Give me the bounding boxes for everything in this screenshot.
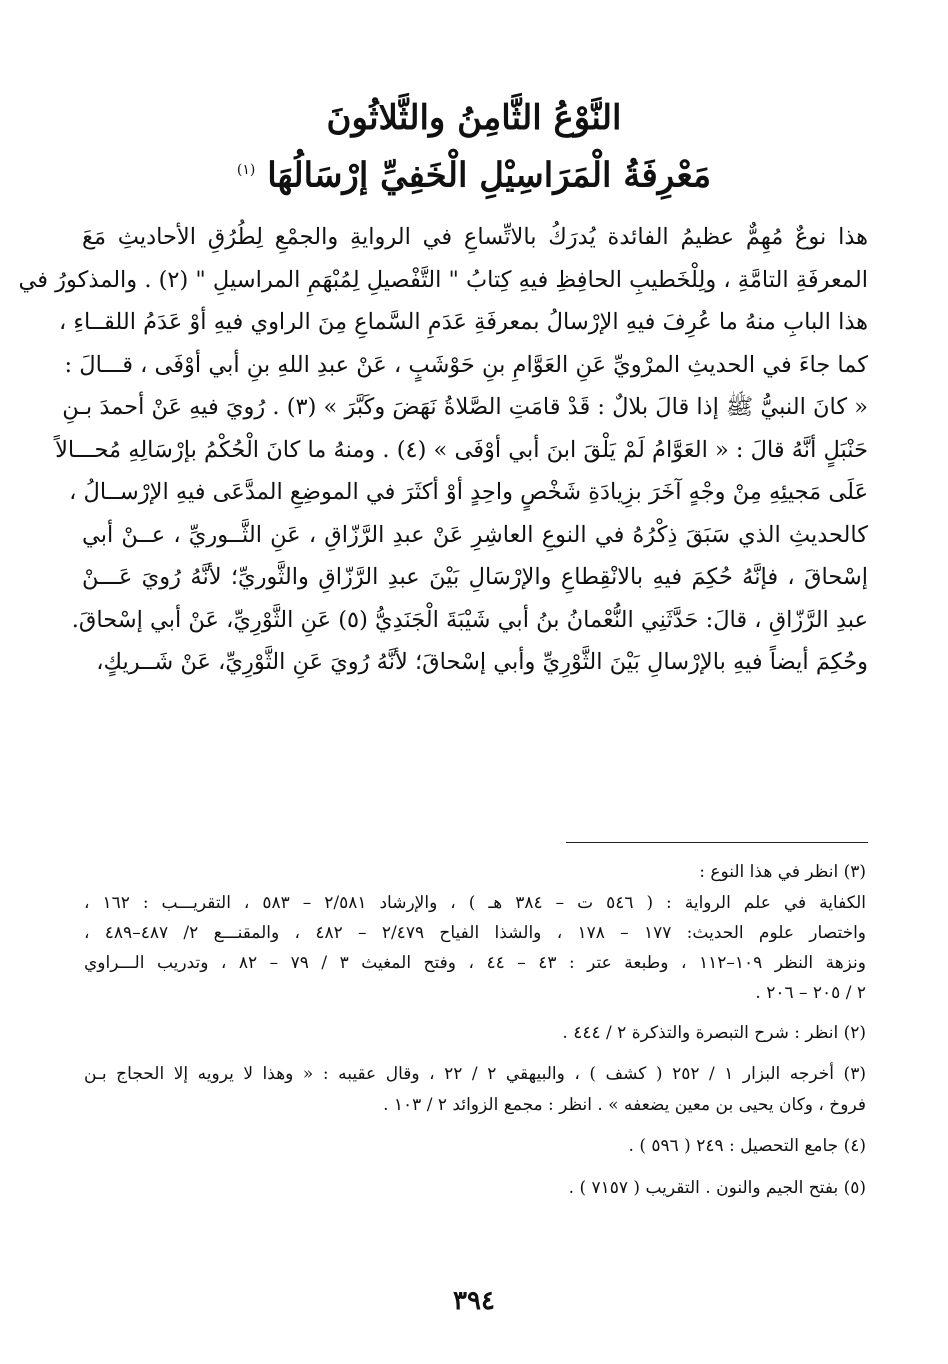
text-line: عبدِ الرَّزّاقِ ، قالَ: حَدَّثَنِي النُّعْمانُ بنُ أبي شَيْبَةَ الْجَنَدِيُّ (٥) عَنِ الثَّوْرِيِّ، عَنْ أبي إسْحاقَ.: [71, 606, 868, 633]
text-line: حَنْبَلٍ أنَّهُ قالَ : « العَوَّامُ لَمْ يَلْقَ ابنَ أبي أوْفَى » (٤) . ومنهُ ما كانَ الْحُكْمُ بإرْسَالِهِ مُحـــالاً: [55, 436, 868, 463]
chapter-subtitle: [0, 144, 948, 201]
main-text: [18, 216, 868, 684]
chapter-heading: [0, 92, 948, 201]
chapter-subtitle-text: مَعْرِفَةُ الْمَرَاسِيْلِ الْخَفِيِّ إرْسَالُهَا: [267, 155, 712, 196]
footnote-line: ٢ / ٢٠٥ – ٢٠٦ .: [755, 983, 866, 1003]
footnote-ref: (١): [236, 162, 256, 178]
text-line: كالحديثِ الذي سَبَقَ ذِكْرُهُ في النوعِ العاشِرِ عَنْ عبدِ الرَّزّاقِ ، عَنِ الثَّــوريِّ ، عــنْ أبي: [82, 521, 868, 548]
footnote-line: (٢) انظر : شرح التبصرة والتذكرة ٢ / ٤٤٤ .: [562, 1023, 866, 1043]
text-line: إسْحاقَ ، فإنَّهُ حُكِمَ فيهِ بالانْقِطاعِ والإرْسَالِ بَيْنَ عبدِ الرَّزّاقِ والثَّوريِّ؛ لأنَّهُ رُويَ عَـــنْ: [82, 564, 868, 590]
text-line: « كانَ النبيُّ ﷺ إذا قالَ بلالٌ : قَدْ قامَتِ الصَّلاةُ نَهَضَ وكَبَّرَ » (٣) . رُويَ فيهِ عَنْ أحمدَ بـنِ: [62, 394, 868, 420]
text-line: كما جاءَ في الحديثِ المرْويِّ عَنِ العَوَّامِ بنِ حَوْشَبٍ ، عَنْ عبدِ اللهِ بنِ أبي أوْفَى ، قـــالَ :: [64, 351, 868, 378]
footnotes: [84, 857, 866, 1204]
text-line: عَلَى مَجيئِهِ مِنْ وجْهٍ آخَرَ بزِيادَةِ شَخْصٍ واحِدٍ أوْ أكثَرَ في الموضِعِ المدَّعَى فيهِ الإرْســالُ ،: [69, 479, 868, 505]
footnote-line: (٣) انظر في هذا النوع :: [699, 862, 866, 882]
footnote-line: فروخ ، وكان يحيى بن معين يضعفه » . انظر : مجمع الزوائد ٢ / ١٠٣ .: [383, 1095, 866, 1115]
text-line: وحُكِمَ أيضاً فيهِ بالإرْسالِ بَيْنَ الثَّوْرِيِّ وأبي إسْحاقَ؛ لأنَّهُ رُويَ عَنِ الثَّوْرِيِّ، عَنْ شَــريكٍ،: [96, 649, 868, 675]
footnote-divider: [566, 842, 868, 843]
page-number: ٣٩٤: [453, 1286, 495, 1316]
text-line: هذا نوعٌ مُهِمٌّ عظيمُ الفائدة يُدرَكُ بالاتِّساعِ في الروايةِ والجمْعِ لِطُرُقِ الأحاديثِ مَعَ: [82, 224, 868, 250]
text-line: هذا البابِ منهُ ما عُرِفَ فيهِ الإرْسالُ بمعرفَةِ عَدَمِ السَّماعِ مِنَ الراوي فيهِ أوْ عَدَمُ اللقــاءِ ،: [58, 309, 868, 335]
footnote-line: واختصار علوم الحديث: ١٧٧ – ١٧٨ ، والشذا الفياح ٢/٤٧٩ – ٤٨٢ ، والمقنـــع ٢/ ٤٨٧–٤٨٩ ،: [84, 923, 867, 943]
text-line: المعرفَةِ التامَّةِ ، ولِلْخَطيبِ الحافِظِ فيهِ كِتابُ " التَّفْصيلِ لِمُبْهَمِ المراسيلِ " (٢) . والمذكورُ في: [18, 266, 868, 293]
footnote-line: (٥) بفتح الجيم والنون . التقريب ( ٧١٥٧ ) .: [568, 1178, 866, 1198]
footnote-line: ونزهة النظر ١٠٩–١١٢ ، وطبعة عتر : ٤٣ – ٤٤ ، وفتح المغيث ٣ / ٧٩ – ٨٢ ، وتدريب الـــراوي: [84, 953, 866, 973]
footnote-line: (٤) جامع التحصيل : ٢٤٩ ( ٥٩٦ ) .: [628, 1136, 866, 1156]
chapter-title: النَّوْعُ الثَّامِنُ والثَّلاثُونَ: [326, 98, 622, 138]
footnote-line: (٣) أخرجه البزار ١ / ٢٥٢ ( كشف ) ، والبيهقي ٢ / ٢٢ ، وقال عقيبه : « وهذا لا يرويه إلا الحجاج بـن: [84, 1064, 866, 1084]
footnote-line: الكفاية في علم الرواية : ( ٥٤٦ ت – ٣٨٤ هـ ) ، والإرشاد ٢/٥٨١ – ٥٨٣ ، التقريـــب : ١٦٢ ،: [84, 893, 867, 913]
